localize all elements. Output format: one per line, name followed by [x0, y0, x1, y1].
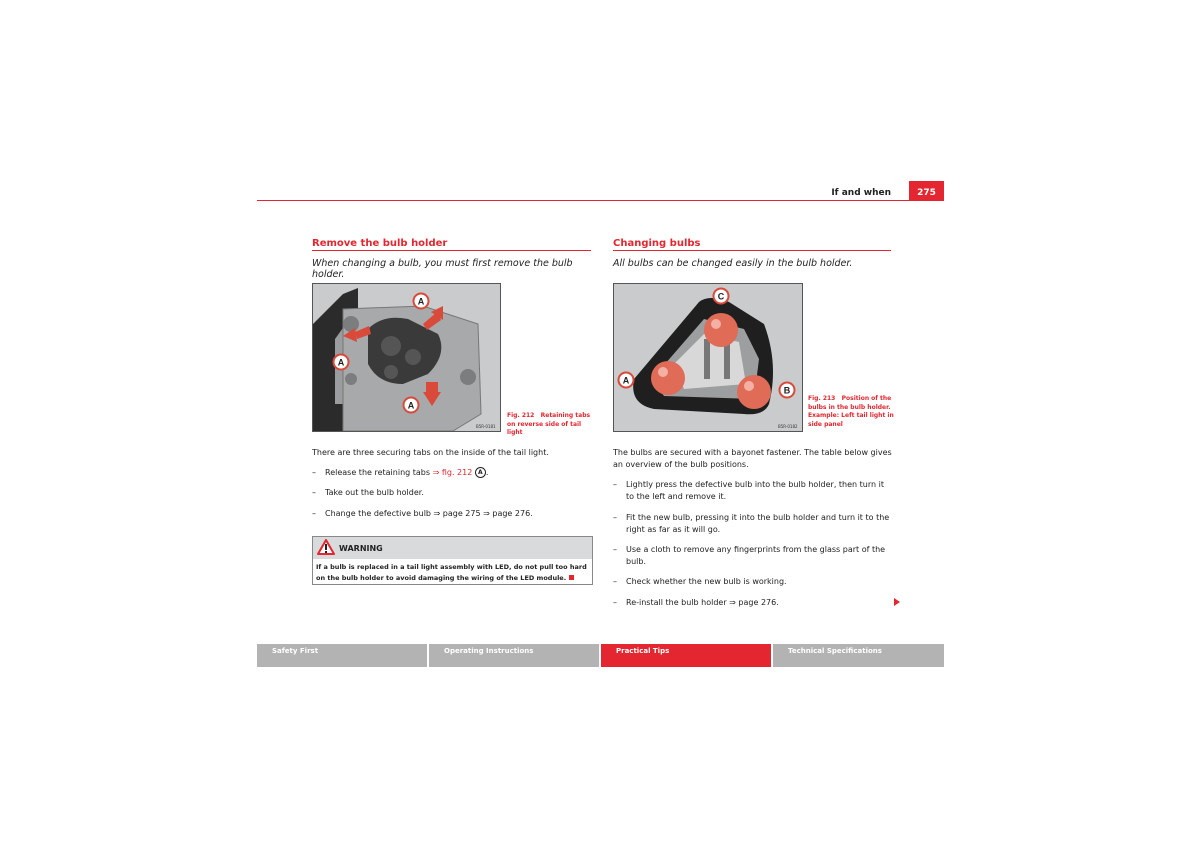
step-text: Check whether the new bulb is working.: [626, 577, 787, 586]
paragraph-bayonet: The bulbs are secured with a bayonet fastener. The table below gives an overview of the bulb positions.: [613, 448, 892, 469]
figure-212-link[interactable]: ⇒ fig. 212: [432, 468, 473, 477]
section-intro: When changing a bulb, you must first remove the bulb holder.: [312, 258, 573, 280]
warning-header: [313, 537, 592, 559]
section-divider: [613, 250, 891, 251]
list-item: – Release the retaining tabs ⇒ fig. 212 A .: [312, 468, 489, 477]
page-number: 275: [909, 181, 944, 201]
step-text: Fit the new bulb, pressing it into the bulb holder and turn it to the right as far as it will go.: [626, 513, 890, 534]
tab-technical-specifications[interactable]: Technical Specifications: [773, 644, 944, 667]
list-item: – Use a cloth to remove any fingerprints from the glass part of the bulb.: [613, 544, 893, 568]
figure-213-caption: [808, 395, 894, 429]
caption-number: Fig. 213: [808, 395, 836, 402]
step-text: Release the retaining tabs: [325, 468, 433, 477]
tab-operating-instructions[interactable]: Operating Instructions: [429, 644, 599, 667]
label-c: C: [717, 291, 725, 302]
figure-212-tail-light-reverse: [312, 283, 501, 432]
chapter-title: If and when: [831, 188, 891, 198]
warning-box: [312, 536, 593, 585]
tail-light-illustration: [313, 284, 500, 431]
paragraph-securing-tabs: There are three securing tabs on the inside of the tail light.: [312, 448, 549, 457]
label-a: A: [622, 375, 630, 386]
callout-a-icon: A: [475, 467, 486, 478]
caption-text: Position of the bulbs in the bulb holder. Example: Left tail light in side panel: [808, 395, 894, 428]
figure-code: B5R-0182: [778, 424, 798, 429]
list-item: – Fit the new bulb, pressing it into the bulb holder and turn it to the right as far as it will go.: [613, 512, 893, 536]
label-b: B: [783, 385, 791, 396]
step-text: Take out the bulb holder.: [325, 488, 424, 497]
next-page-arrow-icon[interactable]: [894, 598, 900, 606]
end-square-icon: [569, 575, 574, 580]
section-divider: [312, 250, 591, 251]
section-title-changing-bulbs: Changing bulbs: [613, 238, 701, 249]
bulb-holder-illustration: [614, 284, 802, 431]
list-item: – Change the defective bulb ⇒ page 275 ⇒ page 276.: [312, 508, 592, 520]
list-item: – Take out the bulb holder.: [312, 487, 592, 499]
warning-label: WARNING: [339, 544, 383, 553]
caption-text: Retaining tabs on reverse side of tail light: [507, 412, 591, 436]
label-a-2: A: [337, 357, 345, 368]
warning-triangle-icon: [317, 539, 335, 555]
tab-practical-tips[interactable]: Practical Tips: [601, 644, 771, 667]
list-item: – Check whether the new bulb is working.: [613, 576, 893, 588]
label-a-3: A: [407, 400, 415, 411]
warning-body: If a bulb is replaced in a tail light assembly with LED, do not pull too hard on the bulb holder to avoid damaging the wiring of the LED module.: [316, 563, 587, 582]
list-item: – Re-install the bulb holder ⇒ page 276.: [613, 597, 893, 609]
figure-212-caption: [507, 412, 595, 438]
label-a-1: A: [417, 296, 425, 307]
section-title-remove-bulb-holder: Remove the bulb holder: [312, 238, 448, 249]
figure-213-bulb-holder: [613, 283, 803, 432]
tab-safety-first[interactable]: Safety First: [257, 644, 427, 667]
step-text: Lightly press the defective bulb into the bulb holder, then turn it to the left and remove it.: [626, 480, 884, 501]
step-tail: .: [485, 468, 489, 477]
step-text: Use a cloth to remove any fingerprints from the glass part of the bulb.: [626, 545, 886, 566]
step-text: Re-install the bulb holder ⇒ page 276.: [626, 598, 779, 607]
list-item: – Lightly press the defective bulb into the bulb holder, then turn it to the left and remove it.: [613, 479, 893, 503]
caption-number: Fig. 212: [507, 412, 535, 419]
warning-text: [313, 559, 592, 584]
step-text: Change the defective bulb ⇒ page 275 ⇒ page 276.: [325, 509, 533, 518]
header-divider: [257, 200, 944, 201]
figure-code: B5R-0181: [476, 424, 496, 429]
section-intro: All bulbs can be changed easily in the bulb holder.: [613, 258, 853, 269]
